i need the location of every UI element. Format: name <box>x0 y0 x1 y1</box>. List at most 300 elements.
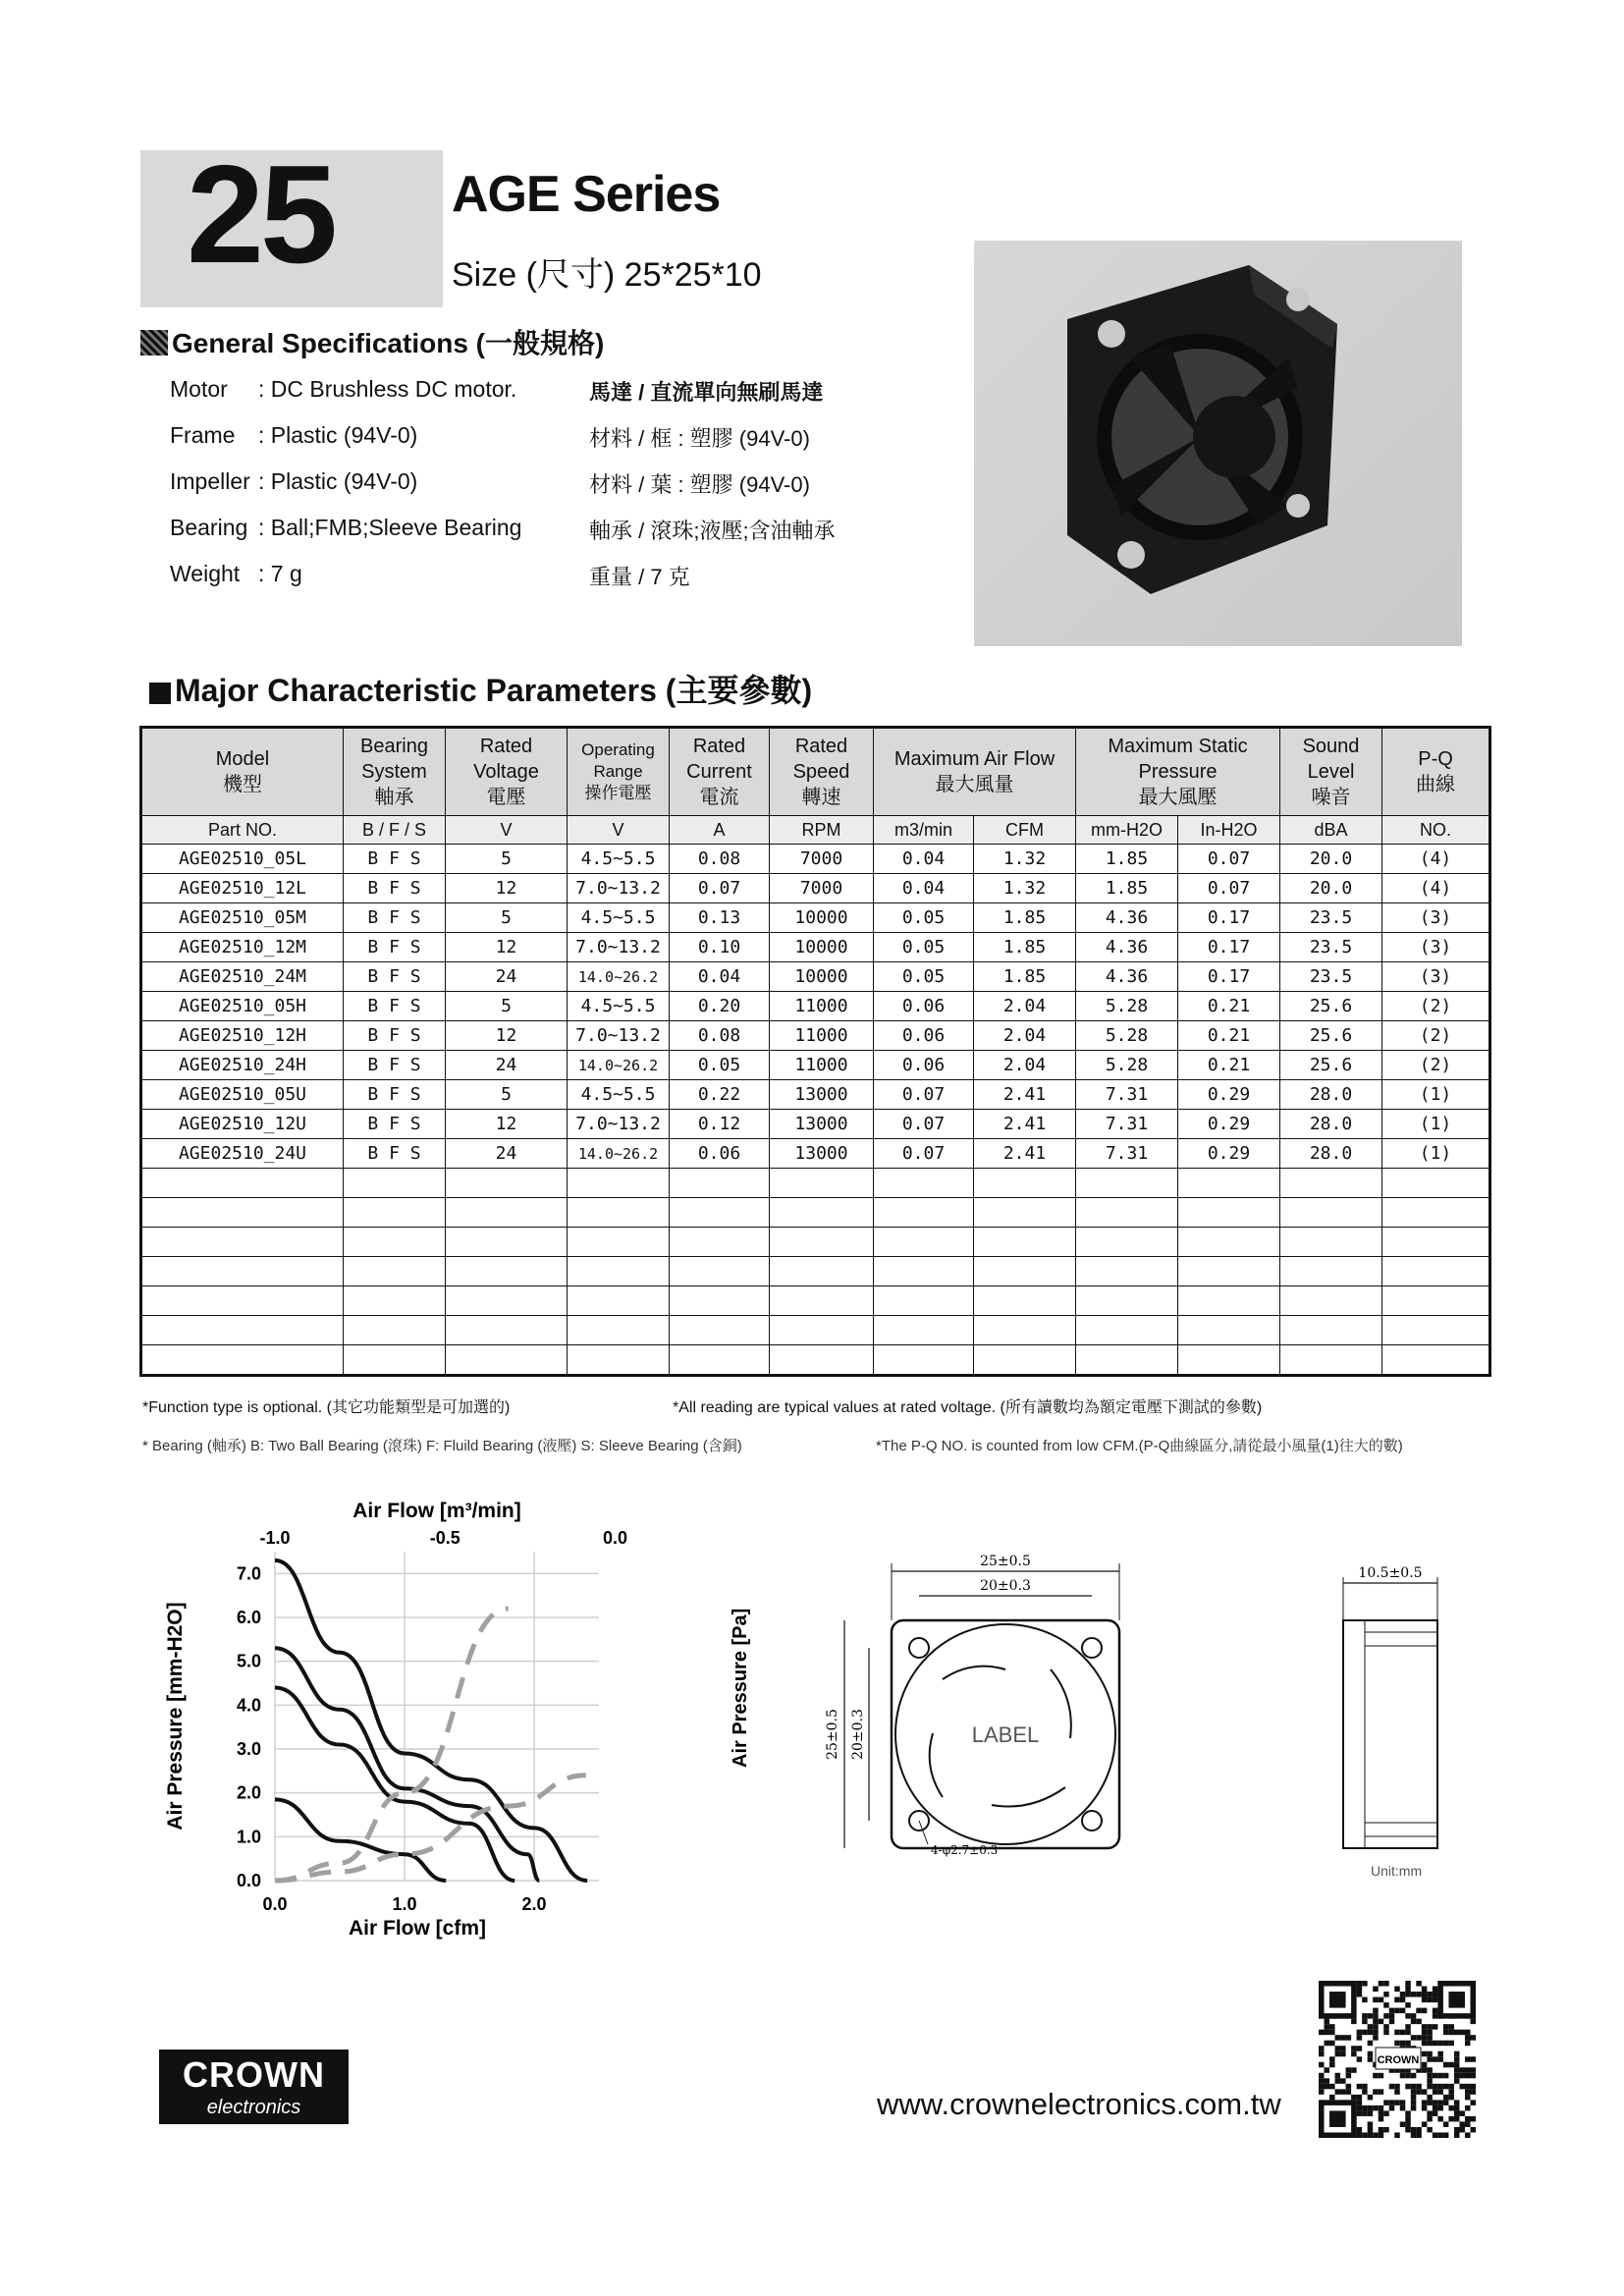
table-cell: (1) <box>1382 1139 1490 1169</box>
empty-cell <box>1076 1198 1178 1228</box>
spec-label: Bearing <box>170 515 248 540</box>
y-tick-label: 5.0 <box>236 1651 261 1671</box>
empty-cell <box>670 1286 770 1316</box>
y-tick-label: 2.0 <box>236 1782 261 1803</box>
unit-cell: A <box>670 816 770 845</box>
empty-cell <box>1382 1345 1490 1376</box>
table-cell: 14.0~26.2 <box>568 1139 670 1169</box>
empty-cell <box>874 1345 974 1376</box>
table-row <box>141 845 1490 874</box>
empty-cell <box>1178 1286 1280 1316</box>
empty-cell <box>1280 1345 1382 1376</box>
table-cell: AGE02510_05M <box>141 903 344 933</box>
header-cn: 機型 <box>223 774 262 795</box>
table-cell: 0.07 <box>874 1139 974 1169</box>
note-function: *Function type is optional. (其它功能類型是可加選的) <box>142 1399 511 1416</box>
header-cn: 轉速 <box>801 787 841 808</box>
table-cell: 0.04 <box>874 845 974 874</box>
table-cell: 1.85 <box>974 903 1076 933</box>
note-reading: *All reading are typical values at rated voltage. (所有讀數均為額定電壓下測試的參數) <box>673 1399 1263 1416</box>
header-cn: 電壓 <box>486 787 526 808</box>
table-cell: 1.85 <box>974 962 1076 992</box>
spec-value: : Plastic (94V-0) <box>258 422 418 448</box>
spec-value: : Plastic (94V-0) <box>258 468 418 494</box>
empty-cell <box>446 1257 568 1286</box>
table-cell: 0.21 <box>1178 1051 1280 1080</box>
table-cell: 0.06 <box>874 1051 974 1080</box>
header-cn: 軸承 <box>374 787 414 808</box>
table-cell: 0.05 <box>874 933 974 962</box>
table-cell: 11000 <box>770 1051 874 1080</box>
pq-chart <box>147 1488 677 1959</box>
x-tick-label: 1.0 <box>392 1894 417 1914</box>
header-cn: 電流 <box>699 787 739 808</box>
table-cell: 0.08 <box>670 1021 770 1051</box>
unit-cell: mm-H2O <box>1076 816 1178 845</box>
empty-cell <box>770 1228 874 1257</box>
table-cell: 7.31 <box>1076 1080 1178 1110</box>
table-cell: AGE02510_05U <box>141 1080 344 1110</box>
header-en: Bearing System <box>360 736 428 783</box>
table-cell: 0.07 <box>874 1110 974 1139</box>
x2-tick-label: -0.5 <box>429 1528 460 1548</box>
spec-row <box>170 468 417 495</box>
table-cell: (4) <box>1382 845 1490 874</box>
table-cell: 13000 <box>770 1080 874 1110</box>
empty-cell <box>670 1169 770 1198</box>
table-row <box>141 874 1490 903</box>
table-row <box>141 992 1490 1021</box>
empty-cell <box>446 1345 568 1376</box>
empty-cell <box>874 1198 974 1228</box>
empty-cell <box>770 1198 874 1228</box>
table-header <box>1076 728 1280 816</box>
empty-cell <box>1178 1257 1280 1286</box>
table-cell: 5 <box>446 845 568 874</box>
table-cell: 1.32 <box>974 845 1076 874</box>
table-cell: 5 <box>446 992 568 1021</box>
table-row <box>141 962 1490 992</box>
empty-cell <box>770 1257 874 1286</box>
bullet-square-icon <box>149 683 171 704</box>
empty-row <box>141 1286 1490 1316</box>
table-cell: (3) <box>1382 903 1490 933</box>
header-en: Rated Speed <box>792 736 850 783</box>
table-cell: AGE02510_12M <box>141 933 344 962</box>
table-cell: 20.0 <box>1280 874 1382 903</box>
table-cell: 0.08 <box>670 845 770 874</box>
table-cell: 13000 <box>770 1110 874 1139</box>
empty-cell <box>1280 1257 1382 1286</box>
qr-code-icon <box>1319 1981 1476 2138</box>
table-cell: 5.28 <box>1076 1021 1178 1051</box>
empty-cell <box>1382 1228 1490 1257</box>
header-en: Model <box>215 748 270 770</box>
table-cell: 4.36 <box>1076 962 1178 992</box>
table-cell: 24 <box>446 962 568 992</box>
pq-curve <box>275 1560 587 1881</box>
unit-cell: RPM <box>770 816 874 845</box>
table-cell: 7.0~13.2 <box>568 874 670 903</box>
table-cell: B F S <box>344 1110 446 1139</box>
table-cell: 28.0 <box>1280 1080 1382 1110</box>
series-number: 25 <box>187 137 334 293</box>
empty-cell <box>1280 1198 1382 1228</box>
logo-brand: CROWN <box>183 2054 325 2095</box>
table-cell: (2) <box>1382 1021 1490 1051</box>
table-cell: 11000 <box>770 992 874 1021</box>
table-cell: 10000 <box>770 903 874 933</box>
table-cell: AGE02510_24U <box>141 1139 344 1169</box>
table-cell: 0.17 <box>1178 933 1280 962</box>
table-cell: (1) <box>1382 1110 1490 1139</box>
spec-row <box>170 515 521 541</box>
empty-cell <box>1280 1316 1382 1345</box>
empty-cell <box>141 1169 344 1198</box>
table-cell: 0.22 <box>670 1080 770 1110</box>
empty-cell <box>141 1345 344 1376</box>
spec-value: : 7 g <box>258 561 302 586</box>
table-cell: 0.21 <box>1178 992 1280 1021</box>
table-cell: 0.04 <box>874 874 974 903</box>
header-cn: 曲線 <box>1416 774 1456 795</box>
table-cell: 25.6 <box>1280 992 1382 1021</box>
empty-cell <box>1382 1198 1490 1228</box>
table-cell: 4.36 <box>1076 933 1178 962</box>
spec-row <box>170 561 302 587</box>
empty-cell <box>874 1257 974 1286</box>
major-params-title: Major Characteristic Parameters (主要參數) <box>175 673 813 708</box>
table-cell: 0.06 <box>874 1021 974 1051</box>
table-cell: 0.17 <box>1178 903 1280 933</box>
table-cell: 13000 <box>770 1139 874 1169</box>
table-cell: 5.28 <box>1076 992 1178 1021</box>
table-cell: AGE02510_05H <box>141 992 344 1021</box>
table-cell: 23.5 <box>1280 933 1382 962</box>
table-cell: 7.0~13.2 <box>568 1110 670 1139</box>
empty-cell <box>1076 1316 1178 1345</box>
table-cell: 23.5 <box>1280 962 1382 992</box>
empty-cell <box>1280 1169 1382 1198</box>
table-header <box>874 728 1076 816</box>
table-cell: 24 <box>446 1139 568 1169</box>
empty-cell <box>770 1286 874 1316</box>
empty-cell <box>874 1169 974 1198</box>
size-title: Size (尺寸) 25*25*10 <box>452 256 762 294</box>
table-header <box>141 728 344 816</box>
empty-cell <box>344 1257 446 1286</box>
table-row <box>141 903 1490 933</box>
x2-tick-label: 0.0 <box>602 1528 628 1548</box>
table-cell: 0.12 <box>670 1110 770 1139</box>
table-cell: 4.5~5.5 <box>568 903 670 933</box>
empty-cell <box>344 1316 446 1345</box>
table-cell: 14.0~26.2 <box>568 1051 670 1080</box>
header-cn: 最大風量 <box>935 774 1014 795</box>
empty-cell <box>1076 1257 1178 1286</box>
table-cell: B F S <box>344 1080 446 1110</box>
table-cell: B F S <box>344 962 446 992</box>
table-cell: B F S <box>344 1139 446 1169</box>
table-cell: 25.6 <box>1280 1021 1382 1051</box>
empty-cell <box>670 1198 770 1228</box>
parameters-table <box>139 726 1491 1377</box>
dimension-drawing <box>727 1542 1492 1879</box>
table-cell: 28.0 <box>1280 1139 1382 1169</box>
table-cell: AGE02510_12U <box>141 1110 344 1139</box>
table-header <box>568 728 670 816</box>
table-header <box>344 728 446 816</box>
unit-cell: dBA <box>1280 816 1382 845</box>
table-cell: AGE02510_24H <box>141 1051 344 1080</box>
table-cell: AGE02510_12L <box>141 874 344 903</box>
empty-cell <box>1178 1345 1280 1376</box>
empty-cell <box>141 1286 344 1316</box>
empty-cell <box>670 1345 770 1376</box>
empty-cell <box>1280 1286 1382 1316</box>
table-cell: 12 <box>446 1021 568 1051</box>
table-cell: 7.31 <box>1076 1110 1178 1139</box>
empty-cell <box>874 1228 974 1257</box>
table-cell: 0.07 <box>1178 874 1280 903</box>
empty-cell <box>1382 1169 1490 1198</box>
empty-cell <box>446 1228 568 1257</box>
bullet-square-icon <box>140 330 168 355</box>
header-cn: 噪音 <box>1311 787 1351 808</box>
table-cell: 0.07 <box>874 1080 974 1110</box>
empty-cell <box>344 1169 446 1198</box>
empty-cell <box>141 1228 344 1257</box>
unit-cell: B / F / S <box>344 816 446 845</box>
x2-axis-title: Air Flow [m³/min] <box>352 1500 521 1522</box>
header-en: Rated Current <box>686 736 752 783</box>
y-axis-title: Air Pressure [mm-H2O] <box>164 1602 187 1831</box>
empty-cell <box>1178 1316 1280 1345</box>
table-cell: 0.29 <box>1178 1080 1280 1110</box>
empty-cell <box>670 1257 770 1286</box>
table-cell: B F S <box>344 992 446 1021</box>
table-cell: 2.41 <box>974 1110 1076 1139</box>
empty-cell <box>874 1316 974 1345</box>
note-bearing: * Bearing (軸承) B: Two Ball Bearing (滾珠) F: Fluild Bearing (液壓) S: Sleeve Bearing (含銅) <box>142 1438 742 1454</box>
table-cell: (1) <box>1382 1080 1490 1110</box>
empty-row <box>141 1345 1490 1376</box>
pq-curve <box>275 1648 539 1881</box>
empty-cell <box>568 1345 670 1376</box>
note-pq: *The P-Q NO. is counted from low CFM.(P-Q曲線區分,請從最小風量(1)往大的數) <box>876 1438 1403 1454</box>
table-header <box>446 728 568 816</box>
table-cell: 0.13 <box>670 903 770 933</box>
table-cell: (3) <box>1382 933 1490 962</box>
table-row <box>141 1021 1490 1051</box>
table-cell: B F S <box>344 845 446 874</box>
empty-cell <box>1178 1198 1280 1228</box>
spec-label: Frame <box>170 422 236 448</box>
table-cell: 7.0~13.2 <box>568 1021 670 1051</box>
empty-cell <box>770 1316 874 1345</box>
table-cell: 0.29 <box>1178 1139 1280 1169</box>
empty-cell <box>974 1345 1076 1376</box>
table-cell: B F S <box>344 1051 446 1080</box>
table-cell: 4.5~5.5 <box>568 992 670 1021</box>
table-row <box>141 1051 1490 1080</box>
table-cell: 5 <box>446 903 568 933</box>
table-cell: 0.07 <box>1178 845 1280 874</box>
spec-value: : Ball;FMB;Sleeve Bearing <box>258 515 522 540</box>
table-row <box>141 933 1490 962</box>
table-cell: AGE02510_05L <box>141 845 344 874</box>
y-tick-label: 3.0 <box>236 1739 261 1759</box>
table-cell: 1.85 <box>974 933 1076 962</box>
spec-row <box>170 376 516 403</box>
unit-cell: CFM <box>974 816 1076 845</box>
empty-cell <box>141 1198 344 1228</box>
empty-cell <box>1382 1257 1490 1286</box>
empty-cell <box>670 1228 770 1257</box>
empty-cell <box>446 1316 568 1345</box>
x-axis-title: Air Flow [cfm] <box>349 1917 486 1940</box>
empty-cell <box>974 1316 1076 1345</box>
table-cell: 4.5~5.5 <box>568 845 670 874</box>
fan-image <box>974 241 1462 646</box>
table-cell: (4) <box>1382 874 1490 903</box>
x2-tick-label: -1.0 <box>259 1528 291 1548</box>
header-en: Operating Range <box>581 739 655 781</box>
table-header <box>1280 728 1382 816</box>
empty-cell <box>974 1228 1076 1257</box>
table-cell: 2.04 <box>974 992 1076 1021</box>
empty-cell <box>568 1169 670 1198</box>
table-cell: 11000 <box>770 1021 874 1051</box>
table-row <box>141 1139 1490 1169</box>
table-cell: 1.32 <box>974 874 1076 903</box>
dim-inner-side: 20±0.3 <box>850 1709 866 1760</box>
empty-cell <box>344 1198 446 1228</box>
table-cell: 0.06 <box>874 992 974 1021</box>
empty-row <box>141 1169 1490 1198</box>
table-cell: 0.06 <box>670 1139 770 1169</box>
table-cell: B F S <box>344 933 446 962</box>
y-tick-label: 4.0 <box>236 1695 261 1716</box>
empty-cell <box>141 1316 344 1345</box>
empty-cell <box>1382 1286 1490 1316</box>
table-cell: 0.20 <box>670 992 770 1021</box>
table-cell: 0.10 <box>670 933 770 962</box>
table-cell: 5 <box>446 1080 568 1110</box>
table-cell: 4.36 <box>1076 903 1178 933</box>
table-cell: 10000 <box>770 962 874 992</box>
unit-cell: V <box>446 816 568 845</box>
unit-cell: Part NO. <box>141 816 344 845</box>
fan-photo <box>974 241 1462 646</box>
table-cell: 2.04 <box>974 1021 1076 1051</box>
table-cell: 23.5 <box>1280 903 1382 933</box>
table-cell: 12 <box>446 874 568 903</box>
website-url[interactable]: www.crownelectronics.com.tw <box>877 2087 1281 2121</box>
header-cn: 操作電壓 <box>584 784 652 803</box>
table-cell: 0.07 <box>670 874 770 903</box>
table-cell: 0.29 <box>1178 1110 1280 1139</box>
table-cell: (2) <box>1382 992 1490 1021</box>
table-cell: 1.85 <box>1076 874 1178 903</box>
spec-label: Weight <box>170 561 241 586</box>
fan-label-text: LABEL <box>971 1722 1040 1747</box>
spec-chinese: 重量 / 7 克 <box>589 565 690 589</box>
empty-cell <box>770 1345 874 1376</box>
empty-cell <box>141 1257 344 1286</box>
unit-cell: In-H2O <box>1178 816 1280 845</box>
table-cell: 1.85 <box>1076 845 1178 874</box>
table-cell: 5.28 <box>1076 1051 1178 1080</box>
empty-cell <box>770 1169 874 1198</box>
table-cell: 7.0~13.2 <box>568 933 670 962</box>
spec-value: : DC Brushless DC motor. <box>258 376 517 402</box>
spec-chinese: 材料 / 葉 : 塑膠 (94V-0) <box>589 472 810 497</box>
table-cell: 7000 <box>770 874 874 903</box>
empty-cell <box>1178 1169 1280 1198</box>
table-cell: AGE02510_24M <box>141 962 344 992</box>
table-cell: 7.31 <box>1076 1139 1178 1169</box>
header-en: Maximum Static Pressure <box>1108 736 1248 783</box>
unit-cell: V <box>568 816 670 845</box>
table-cell: 0.05 <box>874 962 974 992</box>
empty-cell <box>568 1257 670 1286</box>
empty-cell <box>446 1198 568 1228</box>
general-specs-title: General Specifications (一般規格) <box>172 328 605 358</box>
table-cell: 7000 <box>770 845 874 874</box>
empty-cell <box>446 1286 568 1316</box>
empty-row <box>141 1228 1490 1257</box>
table-cell: 28.0 <box>1280 1110 1382 1139</box>
y-tick-label: 7.0 <box>236 1563 261 1584</box>
table-cell: 14.0~26.2 <box>568 962 670 992</box>
hole-spec: 4-φ2.7±0.3 <box>931 1843 999 1857</box>
general-specs-heading <box>140 322 604 361</box>
spec-chinese: 馬達 / 直流單向無刷馬達 <box>589 380 824 405</box>
table-row <box>141 1110 1490 1139</box>
empty-cell <box>568 1286 670 1316</box>
table-cell: 0.05 <box>874 903 974 933</box>
table-cell: 0.04 <box>670 962 770 992</box>
table-cell: 0.05 <box>670 1051 770 1080</box>
dim-outer-side: 25±0.5 <box>825 1709 840 1760</box>
table-cell: 2.04 <box>974 1051 1076 1080</box>
unit-cell: m3/min <box>874 816 974 845</box>
dim-outer-top: 25±0.5 <box>980 1554 1031 1569</box>
table-cell: 4.5~5.5 <box>568 1080 670 1110</box>
table-cell: 12 <box>446 1110 568 1139</box>
drawing-pressure-label: Air Pressure [Pa] <box>730 1608 751 1768</box>
table-header <box>1382 728 1490 816</box>
y-tick-label: 0.0 <box>236 1871 261 1890</box>
empty-row <box>141 1198 1490 1228</box>
major-params-heading <box>149 666 812 711</box>
unit-cell: NO. <box>1382 816 1490 845</box>
table-cell: B F S <box>344 903 446 933</box>
spec-label: Motor <box>170 376 228 402</box>
x-tick-label: 2.0 <box>521 1894 547 1914</box>
table-cell: 25.6 <box>1280 1051 1382 1080</box>
empty-cell <box>1076 1286 1178 1316</box>
spec-chinese: 材料 / 框 : 塑膠 (94V-0) <box>589 426 810 451</box>
table-header <box>770 728 874 816</box>
empty-cell <box>874 1286 974 1316</box>
series-title: AGE Series <box>452 166 721 223</box>
table-cell: (3) <box>1382 962 1490 992</box>
empty-cell <box>1076 1169 1178 1198</box>
empty-row <box>141 1316 1490 1345</box>
table-cell: 24 <box>446 1051 568 1080</box>
